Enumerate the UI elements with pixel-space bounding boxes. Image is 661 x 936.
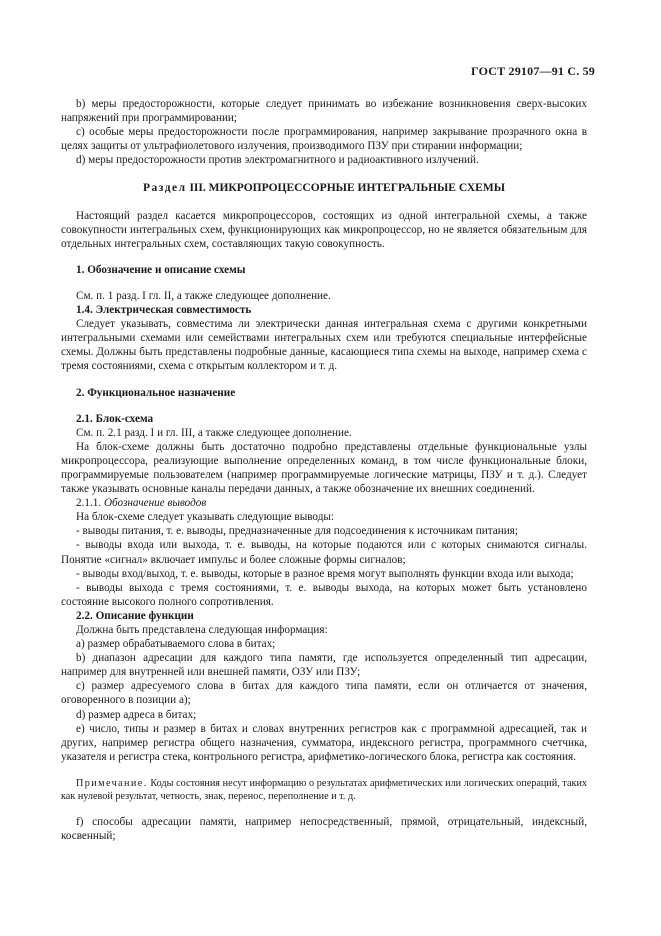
page-header: ГОСТ 29107—91 С. 59 — [471, 64, 595, 78]
heading-2-1-1-title: Обозначение выводов — [103, 497, 207, 510]
note-label: Примечание. — [76, 777, 148, 789]
list-item-b: b) диапазон адресации для каждого типа памяти, где используется определенный тип адресации, например для внутренней или внешней памяти, ОЗУ или ПЗУ; — [61, 652, 587, 679]
list-item-d-top: d) меры предосторожности против электромагнитного и радиоактивного излучений. — [76, 154, 479, 167]
pin-item-power: - выводы питания, т. е. выводы, предназначенные для подсоединения к источникам питания; — [76, 525, 518, 538]
list-item-c: c) размер адресуемого слова в битах для каждого типа памяти, если он отличается от значения, оговоренного в позиции а); — [61, 680, 587, 707]
section-label: Раздел — [143, 182, 187, 195]
paragraph-2-2-intro: Должна быть представлена следующая информация: — [76, 624, 328, 636]
heading-2-1: 2.1. Блок-схема — [76, 412, 154, 425]
paragraph-2-1: На блок-схеме должны быть достаточно подробно представлены отдельные функциональные узлы микропроцессора, реализующие выполнение определенных команд, в том числе функциональные блоки, программируемые пользователем (например программируемые логические матрицы, ПЗУ и т. д.). Следует также указывать основные каналы передачи данных, а также обозначение их внешних соединений. — [61, 440, 587, 496]
section-title-text: III. МИКРОПРОЦЕССОРНЫЕ ИНТЕГРАЛЬНЫЕ СХЕМЫ — [189, 182, 505, 195]
paragraph-1-4: Следует указывать, совместима ли электрически данная интегральная схема с другими конкретными интегральными схемами или семействами интегральных схем или требуются специальные интерфейсные схемы. Должны быть представлены подробные данные, касающиеся типа схемы на выходе, например схема с тремя состояниями, схема с открытым коллектором и т. д. — [61, 318, 587, 373]
section-intro: Настоящий раздел касается микропроцессоров, состоящих из одной интегральной схемы, а также совокупности интегральных схем, функционирующих как микропроцессор, но не является обязательным для отдельных интегральных схем, составляющих такую совокупность. — [61, 209, 587, 250]
list-item-f: f) способы адресации памяти, например непосредственный, прямой, отрицательный, индексный, косвенный; — [61, 815, 587, 843]
paragraph-2-1-1-intro: На блок-схеме следует указывать следующие выводы: — [76, 511, 335, 524]
heading-2-1-1 — [61, 496, 587, 510]
page-content — [61, 97, 587, 843]
heading-2-2: 2.2. Описание функции — [76, 609, 194, 622]
list-item-d: d) размер адреса в битах; — [76, 708, 197, 721]
pin-item-bidirectional: - выводы вход/выход, т. е. выводы, которые в разное время могут выполнять функции входа или выхода; — [76, 567, 574, 580]
list-item-e: e) число, типы и размер в битах и словах внутренних регистров как с программной адресацией, так и других, например регистра общего назначения, сумматора, индексного регистра, программного счетчика, указателя и регистра стека, контрольного регистра, арифметико-логического блока, регистра как состояния. — [61, 722, 587, 763]
note — [61, 777, 587, 803]
heading-1-4: 1.4. Электрическая совместимость — [76, 304, 252, 317]
heading-2-1-1-number: 2.1.1. — [76, 497, 102, 510]
section-title — [61, 181, 587, 195]
pin-item-input-output: - выводы входа или выхода, т. е. выводы, на которые подаются или с которых снимаются сигналы. Понятие «сигнал» включает импульс и более сложные формы сигналов; — [61, 539, 587, 566]
list-item-b-top: b) меры предосторожности, которые следует принимать во избежание возникновения сверх-высоких напряжений при программировании; — [61, 98, 587, 125]
note-text: Коды состояния несут информацию о результатах арифметических или логических операций, таких как нулевой результат, четность, знак, перенос, переполнение и т. д. — [61, 777, 588, 802]
list-item-c-top: c) особые меры предосторожности после программирования, например закрывание прозрачного окна в целях защиты от ультрафиолетового излучения, производимого ПЗУ при стирании информации; — [61, 126, 587, 153]
ref-1: См. п. 1 разд. I гл. II, а также следующее дополнение. — [76, 289, 331, 302]
list-item-a: a) размер обрабатываемого слова в битах; — [76, 638, 276, 651]
pin-item-tristate: - выводы выхода с тремя состояниями, т. е. выводы выхода, на которых может быть установлено состояние высокого полного сопротивления. — [61, 581, 587, 608]
ref-2-1: См. п. 2.1 разд. I и гл. III, а также следующее дополнение. — [76, 426, 352, 439]
heading-1: 1. Обозначение и описание схемы — [76, 263, 246, 276]
heading-2: 2. Функциональное назначение — [76, 386, 236, 399]
